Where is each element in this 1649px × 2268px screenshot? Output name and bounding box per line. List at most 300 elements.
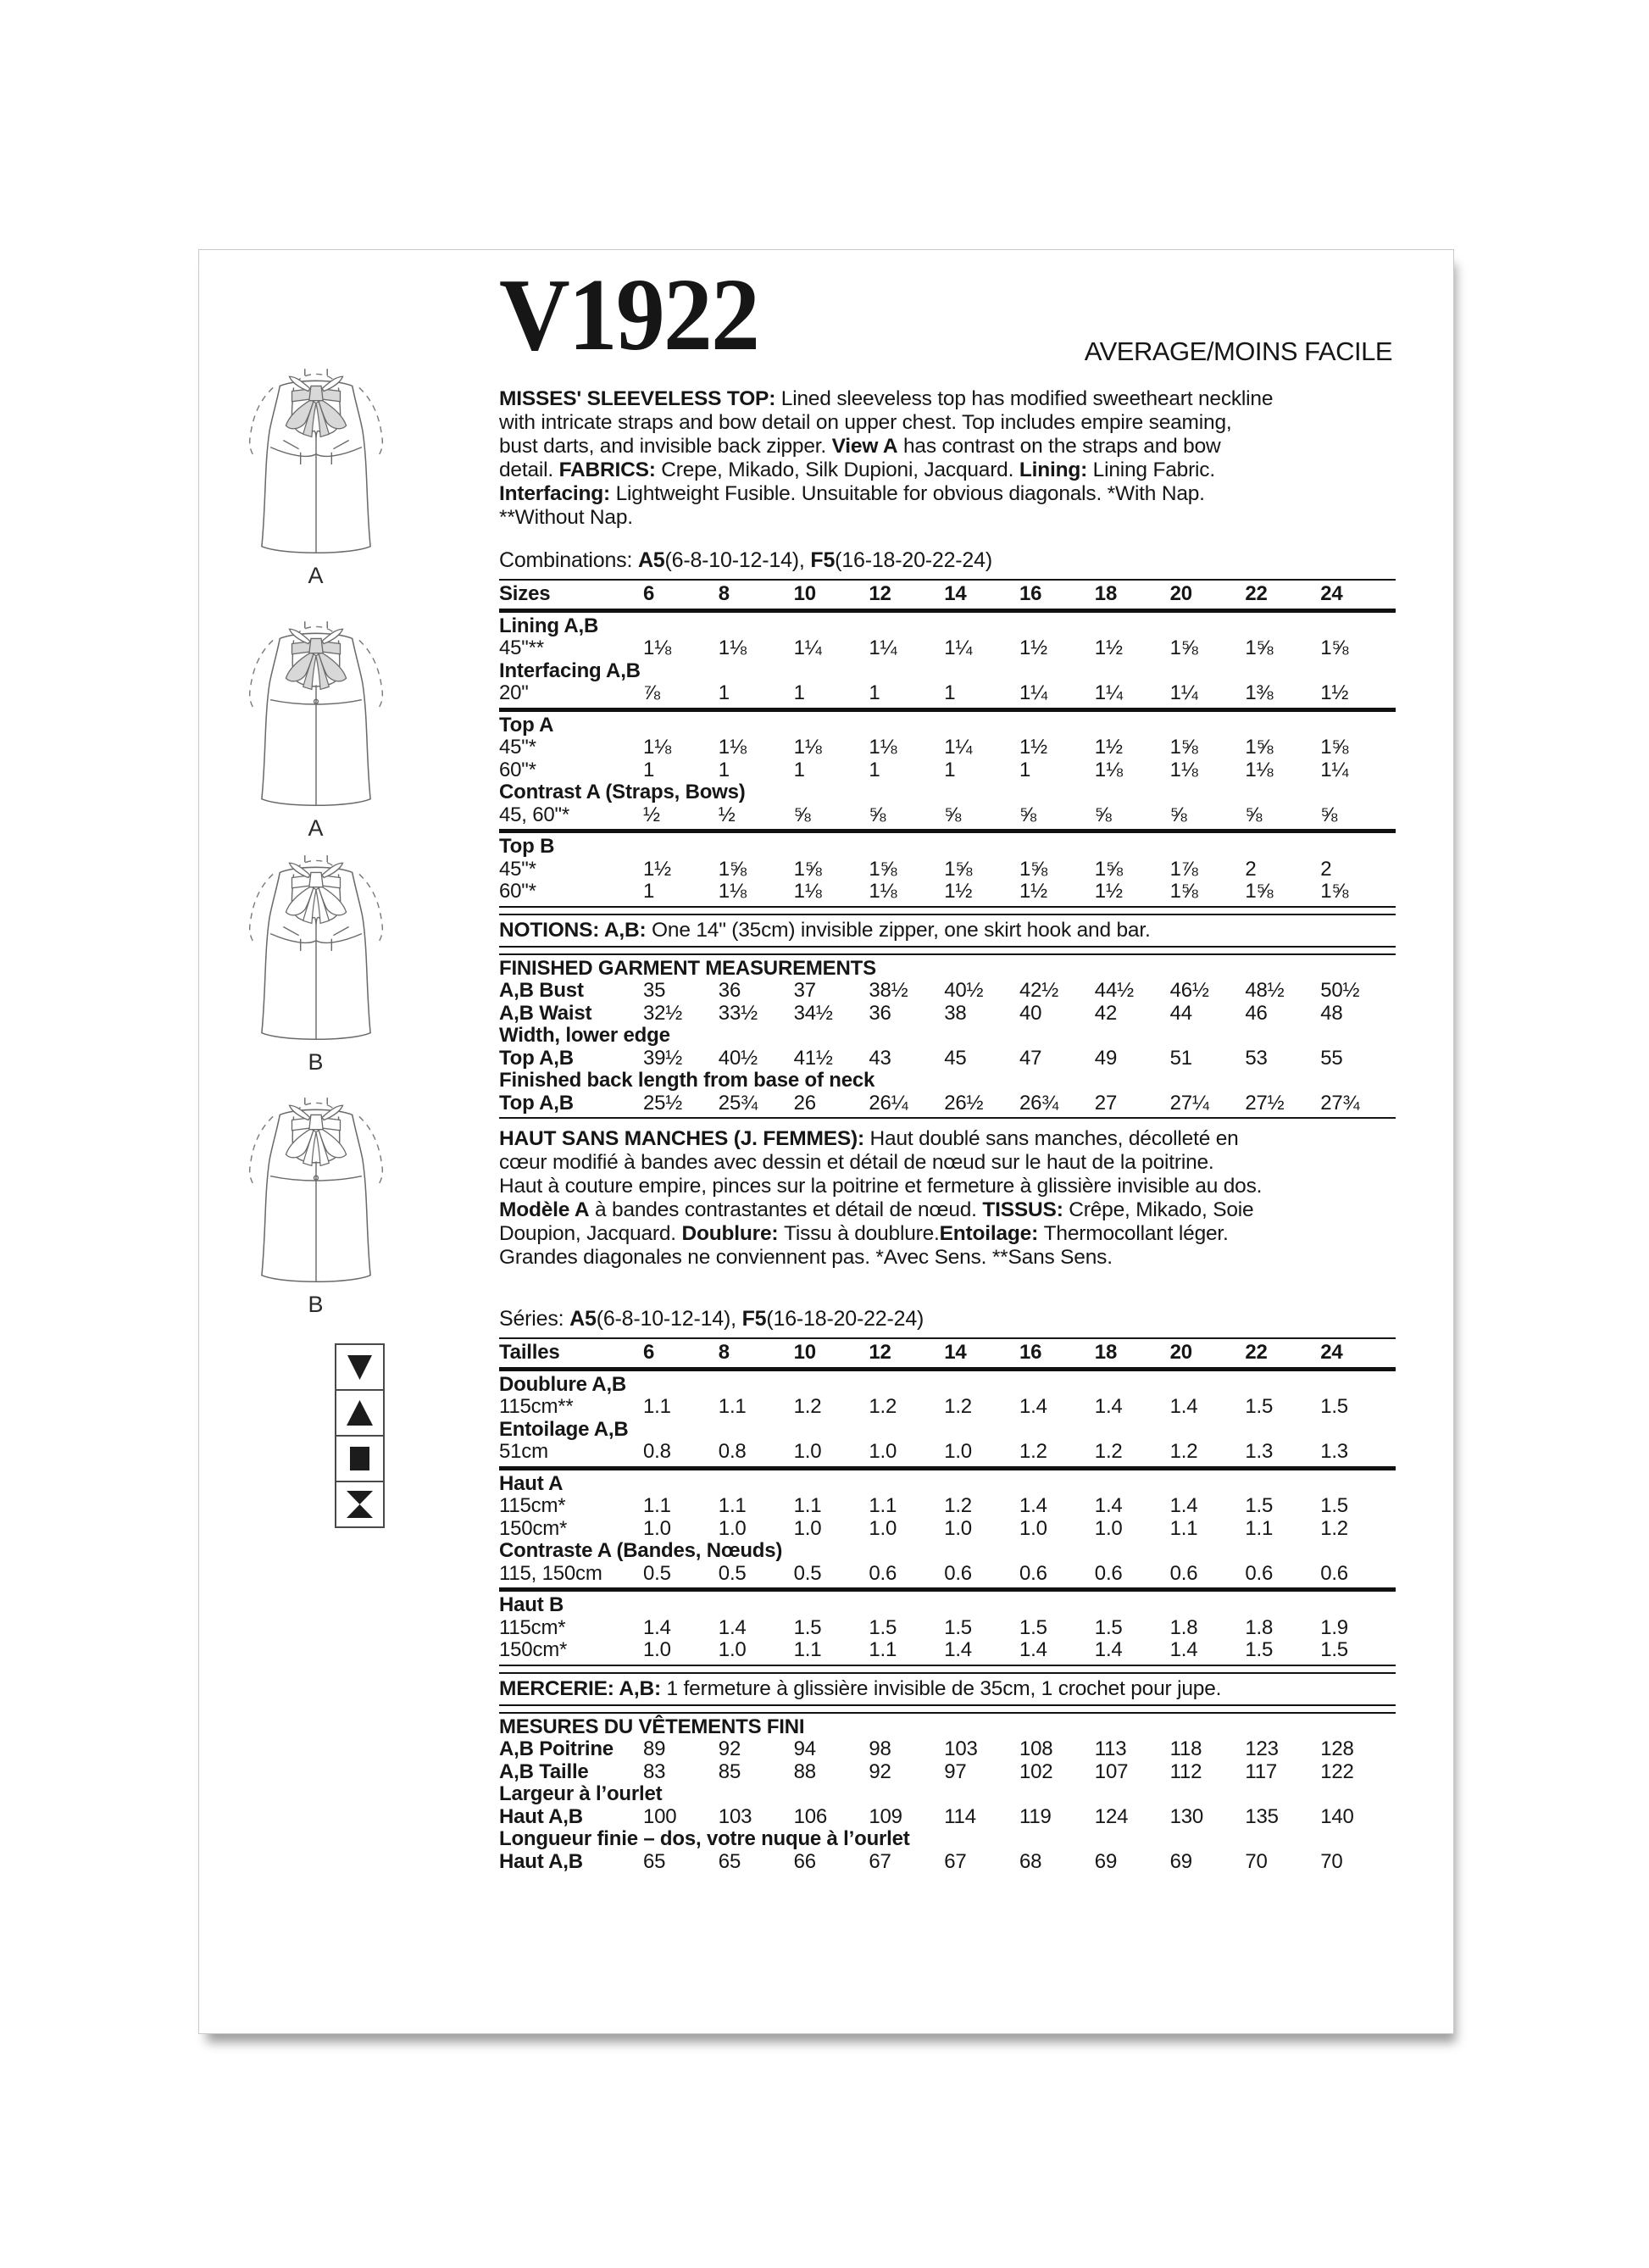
table-value-row — [499, 1495, 1396, 1518]
cell-value: 1⅝ — [1320, 636, 1349, 659]
row-label: 115cm* — [499, 1615, 566, 1639]
cell-value: 1.4 — [1094, 1395, 1123, 1418]
cell-value: 119 — [1019, 1804, 1052, 1828]
cell-value: 1 — [643, 880, 655, 903]
cell-value: 1 — [944, 681, 956, 704]
table-rule — [499, 906, 1396, 915]
cell-value: 1.4 — [1019, 1395, 1047, 1418]
cell-value: 32½ — [643, 1001, 683, 1025]
cell-value: 1.1 — [869, 1494, 897, 1517]
cell-value: 1⅝ — [1169, 880, 1198, 903]
text-segment: Lined sleeveless top has modified sweetheart neckline — [780, 387, 1274, 410]
cell-value: 1⅝ — [1245, 880, 1274, 903]
cell-value: 2 — [1245, 857, 1257, 881]
text-segment: F5 — [741, 1307, 767, 1331]
cell-value: 1.1 — [643, 1494, 671, 1517]
table-section-label: Finished back length from base of neck — [499, 1069, 875, 1092]
cell-value: 1.2 — [1169, 1440, 1198, 1463]
cell-value: 1.5 — [944, 1615, 972, 1639]
cell-value: 26¾ — [1019, 1091, 1059, 1115]
cell-value: 24 — [1320, 582, 1343, 605]
cell-value: 1⅛ — [1245, 758, 1274, 781]
cell-value: ⅝ — [869, 803, 886, 826]
cell-value: 27½ — [1245, 1091, 1285, 1115]
cell-value: 123 — [1245, 1737, 1279, 1760]
pattern-envelope-card — [198, 249, 1454, 2034]
combinations-line — [499, 548, 1396, 572]
cell-value: 69 — [1169, 1849, 1192, 1873]
cell-value: 1.0 — [718, 1516, 747, 1540]
table-note-row — [499, 918, 1396, 943]
series-line — [499, 1307, 1396, 1331]
cell-value: 1.2 — [944, 1494, 972, 1517]
table-section-label: FINISHED GARMENT MEASUREMENTS — [499, 956, 876, 980]
cell-value: 1.4 — [1019, 1638, 1047, 1661]
cell-value: 1.2 — [1019, 1440, 1047, 1463]
cell-value: 0.6 — [1019, 1561, 1047, 1585]
cell-value: 1.5 — [1245, 1638, 1274, 1661]
text-segment: Doupion, Jacquard. — [499, 1222, 682, 1245]
cell-value: 135 — [1245, 1804, 1279, 1828]
text-segment: cœur modifié à bandes avec dessin et détail de nœud sur le haut de la poitrine. — [499, 1151, 1214, 1174]
cell-value: 14 — [944, 582, 967, 605]
cell-value: 70 — [1245, 1849, 1268, 1873]
cell-value: 12 — [869, 1341, 891, 1364]
cell-value: 1⅝ — [1169, 636, 1198, 659]
nap-symbol-legend — [335, 1345, 385, 1528]
text-segment: A5 — [569, 1307, 597, 1331]
cell-value: 42½ — [1019, 979, 1059, 1002]
cell-value: 0.6 — [1169, 1561, 1198, 1585]
table-value-row — [499, 1003, 1396, 1026]
table-value-row — [499, 1761, 1396, 1784]
table-header-row — [499, 1342, 1396, 1365]
cell-value: 0.5 — [793, 1561, 822, 1585]
text-segment: One 14" (35cm) invisible zipper, one skirt hook and bar. — [652, 918, 1151, 942]
cell-value: 22 — [1245, 1341, 1268, 1364]
paragraph-line — [499, 411, 1396, 435]
paragraph-line — [499, 482, 1396, 506]
cell-value: 1⅛ — [643, 736, 671, 759]
text-segment: Doublure: — [681, 1222, 784, 1245]
view-label-a-front: A — [308, 563, 325, 588]
cell-value: 1⅛ — [718, 736, 747, 759]
row-label: 115cm** — [499, 1395, 574, 1418]
text-segment: MERCERIE: A,B: — [499, 1676, 667, 1700]
cell-value: 1⅝ — [1019, 857, 1047, 881]
cell-value: 20 — [1169, 1341, 1192, 1364]
text-segment: Modèle A — [499, 1198, 590, 1221]
table-section-label: Doublure A,B — [499, 1372, 627, 1396]
table-section-label: Largeur à l’ourlet — [499, 1782, 663, 1805]
cell-value: 46½ — [1169, 979, 1209, 1002]
cell-value: 40½ — [944, 979, 984, 1002]
cell-value: 65 — [643, 1849, 666, 1873]
cell-value: 1.3 — [1320, 1440, 1348, 1463]
cell-value: 37 — [793, 979, 816, 1002]
cell-value: 1.1 — [869, 1638, 897, 1661]
triangle-down-icon — [335, 1343, 385, 1391]
cell-value: 1.2 — [793, 1395, 822, 1418]
cell-value: 46 — [1245, 1001, 1268, 1025]
cell-value: 0.6 — [869, 1561, 897, 1585]
cell-value: 1.0 — [944, 1516, 972, 1540]
cell-value: 8 — [718, 1341, 730, 1364]
text-segment: with intricate straps and bow detail on upper chest. Top includes empire seaming, — [499, 411, 1232, 434]
cell-value: 1.4 — [1094, 1638, 1123, 1661]
cell-value: 1¼ — [1094, 681, 1123, 704]
cell-value: 2 — [1320, 857, 1332, 881]
text-segment: HAUT SANS MANCHES (J. FEMMES): — [499, 1127, 870, 1150]
table-section-label: Haut A — [499, 1471, 564, 1495]
cell-value: 67 — [944, 1849, 967, 1873]
cell-value: 1¼ — [869, 636, 897, 659]
table-value-row — [499, 859, 1396, 881]
cell-value: 1.1 — [718, 1395, 747, 1418]
cell-value: 0.5 — [718, 1561, 747, 1585]
cell-value: 0.6 — [1245, 1561, 1274, 1585]
cell-value: 1⅝ — [793, 857, 822, 881]
cell-value: 85 — [718, 1759, 741, 1783]
cell-value: 1⅝ — [1245, 636, 1274, 659]
cell-value: 1¼ — [1019, 681, 1047, 704]
table-rule — [499, 1587, 1396, 1592]
cell-value: 18 — [1094, 1341, 1118, 1364]
cell-value: 1.0 — [793, 1440, 822, 1463]
cell-value: 10 — [793, 1341, 816, 1364]
cell-value: 14 — [944, 1341, 967, 1364]
cell-value: 1.5 — [1320, 1638, 1348, 1661]
table-value-row — [499, 1851, 1396, 1874]
sleeveless-top-front-icon — [247, 852, 386, 1050]
cell-value: 1.2 — [944, 1395, 972, 1418]
cell-value: 1⅛ — [869, 880, 897, 903]
cell-value: 108 — [1019, 1737, 1053, 1760]
cell-value: 1⅛ — [718, 636, 747, 659]
cell-value: 1.4 — [718, 1615, 747, 1639]
cell-value: 106 — [793, 1804, 828, 1828]
cell-value: 1.5 — [1245, 1395, 1274, 1418]
cell-value: 89 — [643, 1737, 666, 1760]
paragraph-line — [499, 459, 1396, 482]
description-french — [499, 1127, 1396, 1270]
paragraph-line — [499, 1198, 1396, 1222]
cell-value: 0.6 — [944, 1561, 972, 1585]
table-section-label: Contrast A (Straps, Bows) — [499, 781, 746, 803]
cell-value: 43 — [869, 1046, 891, 1070]
cell-value: 48½ — [1245, 979, 1285, 1002]
cell-value: 124 — [1094, 1804, 1129, 1828]
cell-value: 1 — [718, 681, 730, 704]
cell-value: 1.0 — [643, 1516, 671, 1540]
description-english — [499, 387, 1396, 530]
cell-value: 0.8 — [643, 1440, 671, 1463]
table-value-row — [499, 1092, 1396, 1115]
cell-value: 1⅞ — [1169, 857, 1198, 881]
table-section-label: Entoilage A,B — [499, 1417, 629, 1441]
table-section-label: Haut B — [499, 1593, 564, 1616]
cell-value: 1.4 — [1169, 1395, 1198, 1418]
text-segment: F5 — [810, 548, 836, 572]
cell-value: 1¼ — [1169, 681, 1198, 704]
cell-value: 98 — [869, 1737, 891, 1760]
row-label: 115cm* — [499, 1494, 566, 1517]
cell-value: 0.5 — [643, 1561, 671, 1585]
table-rule — [499, 946, 1396, 955]
cell-value: 0.6 — [1320, 1561, 1348, 1585]
cell-value: 1 — [718, 758, 730, 781]
sleeveless-top-back-icon — [247, 1094, 386, 1292]
cell-value: 128 — [1320, 1737, 1354, 1760]
cell-value: 53 — [1245, 1046, 1268, 1070]
cell-value: 1½ — [1019, 880, 1047, 903]
cell-value: 114 — [944, 1804, 976, 1828]
cell-value: 1.0 — [1019, 1516, 1047, 1540]
yardage-table-fr — [499, 1337, 1396, 1873]
row-label: 150cm* — [499, 1638, 568, 1661]
table-rule — [499, 609, 1396, 613]
cell-value: 122 — [1320, 1759, 1354, 1783]
cell-value: 103 — [718, 1804, 752, 1828]
paragraph-line — [499, 435, 1396, 459]
cell-value: 1.4 — [1094, 1494, 1123, 1517]
table-rule — [499, 1665, 1396, 1674]
cell-value: 1⅛ — [793, 880, 822, 903]
row-label: Sizes — [499, 582, 551, 605]
cell-value: 1 — [793, 681, 805, 704]
cell-value: 1 — [793, 758, 805, 781]
row-label: A,B Poitrine — [499, 1737, 614, 1760]
table-value-row — [499, 759, 1396, 782]
cell-value: 1½ — [1094, 636, 1123, 659]
paragraph-line — [499, 1127, 1396, 1151]
cell-value: 40 — [1019, 1001, 1042, 1025]
text-segment: Lining: — [1019, 459, 1093, 481]
cell-value: 1⅝ — [1320, 736, 1349, 759]
cell-value: 140 — [1320, 1804, 1354, 1828]
cell-value: 1 — [869, 681, 880, 704]
table-value-row — [499, 980, 1396, 1003]
cell-value: 92 — [869, 1759, 891, 1783]
cell-value: 1.0 — [944, 1440, 972, 1463]
paragraph-line — [499, 1175, 1396, 1198]
cell-value: 1.1 — [1169, 1516, 1198, 1540]
cell-value: 1½ — [1019, 636, 1047, 659]
garment-view-b-back-drawing — [247, 1094, 386, 1316]
cell-value: 1⅝ — [1245, 736, 1274, 759]
cell-value: 66 — [793, 1849, 816, 1873]
row-label: Tailles — [499, 1341, 560, 1364]
cell-value: 0.8 — [718, 1440, 747, 1463]
cell-value: ⅝ — [944, 803, 962, 826]
cell-value: 65 — [718, 1849, 741, 1873]
row-label: Top A,B — [499, 1091, 574, 1115]
cell-value: 1.3 — [1245, 1440, 1274, 1463]
text-segment: (6-8-10-12-14), — [664, 548, 811, 572]
cell-value: 36 — [869, 1001, 891, 1025]
table-value-row — [499, 1738, 1396, 1761]
table-rule — [499, 829, 1396, 833]
cell-value: 1.1 — [793, 1638, 822, 1661]
cell-value: 55 — [1320, 1046, 1343, 1070]
cell-value: 88 — [793, 1759, 816, 1783]
cell-value: 1.5 — [869, 1615, 897, 1639]
cell-value: 1.4 — [944, 1638, 972, 1661]
cell-value: 12 — [869, 582, 891, 605]
row-label: 51cm — [499, 1440, 548, 1463]
cell-value: 1⅛ — [869, 736, 897, 759]
cell-value: 1⅛ — [718, 880, 747, 903]
cell-value: 1⅝ — [869, 857, 897, 881]
text-segment: Combinations: — [499, 548, 638, 572]
cell-value: 22 — [1245, 582, 1268, 605]
cell-value: 1.4 — [1019, 1494, 1047, 1517]
cell-value: 1⅜ — [1245, 681, 1274, 704]
cell-value: 109 — [869, 1804, 902, 1828]
cell-value: 1.4 — [1169, 1638, 1198, 1661]
table-rule — [499, 1367, 1396, 1371]
cell-value: 69 — [1094, 1849, 1118, 1873]
row-label: 115, 150cm — [499, 1561, 602, 1585]
table-rule — [499, 708, 1396, 712]
cell-value: 1⅝ — [1169, 736, 1198, 759]
cell-value: 1.0 — [793, 1516, 822, 1540]
text-segment: 1 fermeture à glissière invisible de 35cm, 1 crochet pour jupe. — [666, 1676, 1222, 1700]
table-value-row — [499, 804, 1396, 827]
cell-value: 103 — [944, 1737, 978, 1760]
cell-value: 113 — [1094, 1737, 1127, 1760]
table-value-row — [499, 1441, 1396, 1464]
paragraph-line — [499, 1151, 1396, 1175]
cell-value: 27¾ — [1320, 1091, 1360, 1115]
row-label: 20" — [499, 681, 529, 704]
cell-value: 1⅛ — [643, 636, 671, 659]
garment-view-b-front-drawing — [247, 852, 386, 1074]
cell-value: 6 — [643, 1341, 655, 1364]
cell-value: 34½ — [793, 1001, 833, 1025]
text-segment: FABRICS: — [558, 459, 662, 481]
cell-value: 33½ — [718, 1001, 758, 1025]
cell-value: 67 — [869, 1849, 891, 1873]
text-segment: A5 — [637, 548, 665, 572]
table-value-row — [499, 637, 1396, 660]
cell-value: 47 — [1019, 1046, 1042, 1070]
cell-value: 1.0 — [718, 1638, 747, 1661]
cell-value: 1.0 — [869, 1516, 897, 1540]
text-segment: NOTIONS: A,B: — [499, 918, 652, 942]
cell-value: 1½ — [944, 880, 973, 903]
cell-value: 1¼ — [793, 636, 822, 659]
table-value-row — [499, 682, 1396, 705]
cell-value: 1.8 — [1169, 1615, 1198, 1639]
cell-value: 27¼ — [1169, 1091, 1209, 1115]
cell-value: 26 — [793, 1091, 816, 1115]
cell-value: 1.0 — [1094, 1516, 1123, 1540]
cell-value: ⅝ — [1019, 803, 1036, 826]
cell-value: 36 — [718, 979, 741, 1002]
main-content-column — [499, 250, 1396, 1873]
cell-value: ⅝ — [1169, 803, 1187, 826]
table-rule — [499, 1117, 1396, 1119]
cell-value: 1 — [869, 758, 880, 781]
text-segment: detail. — [499, 459, 559, 481]
cell-value: 1⅝ — [944, 857, 973, 881]
table-value-row — [499, 1048, 1396, 1070]
paragraph-line — [499, 506, 1396, 530]
cell-value: 1.2 — [1320, 1516, 1348, 1540]
cell-value: 1.4 — [643, 1615, 671, 1639]
bowtie-icon — [335, 1481, 385, 1528]
cell-value: 16 — [1019, 582, 1042, 605]
cell-value: 0.6 — [1094, 1561, 1123, 1585]
row-label: Haut A,B — [499, 1804, 583, 1828]
cell-value: 1 — [643, 758, 655, 781]
cell-value: 1.1 — [1245, 1516, 1274, 1540]
text-segment: Entoilage: — [939, 1222, 1044, 1245]
cell-value: 1 — [1019, 758, 1031, 781]
table-rule — [499, 1337, 1396, 1339]
cell-value: 27 — [1094, 1091, 1118, 1115]
cell-value: ½ — [643, 803, 660, 826]
paragraph-line — [499, 1246, 1396, 1270]
text-segment: Interfacing: — [499, 482, 616, 505]
table-rule — [499, 1466, 1396, 1470]
row-label: Top A,B — [499, 1046, 574, 1070]
text-segment: Lightweight Fusible. Unsuitable for obvious diagonals. *With Nap. — [615, 482, 1205, 505]
cell-value: 39½ — [643, 1046, 683, 1070]
cell-value: 1¼ — [1320, 758, 1349, 781]
paragraph-line — [499, 387, 1396, 411]
table-note-row — [499, 1676, 1396, 1702]
cell-value: 83 — [643, 1759, 666, 1783]
cell-value: 68 — [1019, 1849, 1042, 1873]
cell-value: 1⅝ — [1320, 880, 1349, 903]
table-header-row — [499, 583, 1396, 606]
cell-value: 40½ — [718, 1046, 758, 1070]
cell-value: 1.1 — [793, 1494, 822, 1517]
text-segment: Tissu à doublure. — [783, 1222, 940, 1245]
cell-value: 130 — [1169, 1804, 1204, 1828]
cell-value: 118 — [1169, 1737, 1202, 1760]
table-value-row — [499, 1563, 1396, 1586]
text-segment: à bandes contrastantes et détail de nœud. — [589, 1198, 983, 1221]
cell-value: 70 — [1320, 1849, 1343, 1873]
cell-value: 112 — [1169, 1759, 1202, 1783]
cell-value: 16 — [1019, 1341, 1042, 1364]
cell-value: 24 — [1320, 1341, 1343, 1364]
view-label-b-back: B — [308, 1292, 325, 1317]
table-value-row — [499, 737, 1396, 759]
table-value-row — [499, 881, 1396, 903]
cell-value: 26¼ — [869, 1091, 908, 1115]
text-segment: TISSUS: — [982, 1198, 1069, 1221]
cell-value: 1.2 — [1094, 1440, 1123, 1463]
cell-value: 41½ — [793, 1046, 833, 1070]
row-label: 45"** — [499, 636, 544, 659]
cell-value: ⅞ — [643, 681, 660, 704]
cell-value: 1½ — [1094, 736, 1123, 759]
cell-value: 1½ — [1094, 880, 1123, 903]
cell-value: 107 — [1094, 1759, 1129, 1783]
cell-value: 45 — [944, 1046, 967, 1070]
cell-value: 1.5 — [1245, 1494, 1274, 1517]
row-label: Haut A,B — [499, 1849, 583, 1873]
cell-value: 49 — [1094, 1046, 1118, 1070]
cell-value: 1.4 — [1169, 1494, 1198, 1517]
table-section-label: Contraste A (Bandes, Nœuds) — [499, 1539, 783, 1562]
text-segment: has contrast on the straps and bow — [897, 435, 1221, 458]
text-segment: MISSES' SLEEVELESS TOP: — [499, 387, 781, 410]
